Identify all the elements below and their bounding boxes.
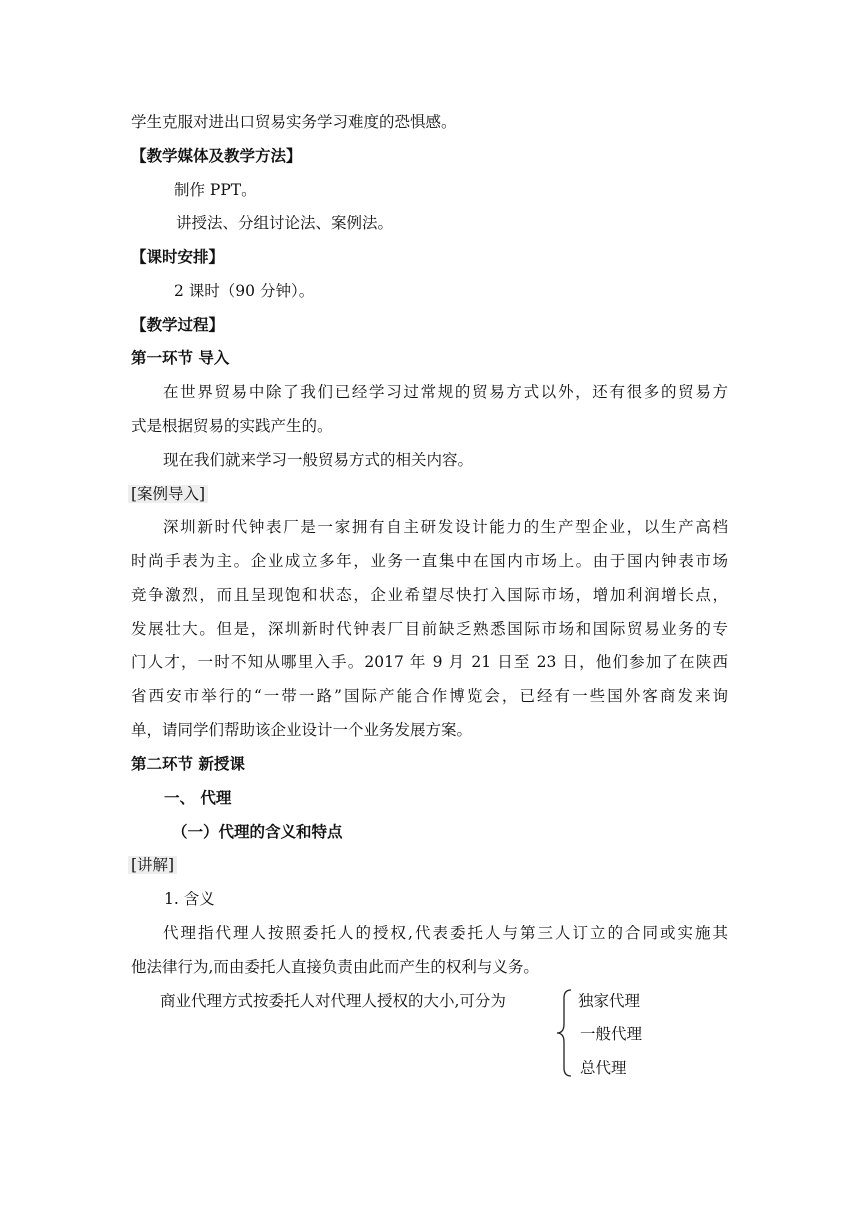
- explain-label: [讲解]: [128, 855, 177, 875]
- classification-text: 商业代理方式按委托人对代理人授权的大小,可分为: [160, 992, 506, 1010]
- case-line: 时尚手表为主。企业成立多年，业务一直集中在国内市场上。由于国内钟表市场: [131, 552, 728, 570]
- process-heading: 【教学过程】: [131, 315, 225, 334]
- agency-type-exclusive: 独家代理: [578, 992, 641, 1010]
- agency-type-general: 一般代理: [580, 1025, 643, 1043]
- intro-line: 学生克服对进出口贸易实务学习难度的恐惧感。: [131, 113, 457, 131]
- media-item-ppt: 制作 PPT。: [174, 181, 257, 199]
- case-label: [案例导入]: [128, 484, 208, 504]
- heading-agency-meaning: （一）代理的含义和特点: [172, 822, 343, 841]
- section1-para1-line2: 式是根据贸易的实践产生的。: [131, 417, 333, 435]
- schedule-text: 2 课时（90 分钟）。: [174, 282, 315, 300]
- definition-line2: 他法律行为,而由委托人直接负责由此而产生的权利与义务。: [131, 958, 539, 976]
- section1-para2: 现在我们就来学习一般贸易方式的相关内容。: [163, 451, 474, 469]
- case-line: 发展壮大。但是，深圳新时代钟表厂目前缺乏熟悉国际市场和国际贸易业务的专: [131, 620, 728, 638]
- case-line: 单，请同学们帮助该企业设计一个业务发展方案。: [131, 721, 473, 739]
- case-line: 深圳新时代钟表厂是一家拥有自主研发设计能力的生产型企业，以生产高档: [163, 518, 728, 536]
- left-brace: [555, 988, 575, 1078]
- definition-line1: 代理指代理人按照委托人的授权,代表委托人与第三人订立的合同或实施其: [163, 924, 728, 942]
- section2-title: 第二环节 新授课: [131, 754, 245, 773]
- case-line: 门人才，一时不知从哪里入手。2017 年 9 月 21 日至 23 日，他们参加了在陕西: [131, 653, 728, 671]
- media-item-methods: 讲授法、分组讨论法、案例法。: [176, 214, 394, 232]
- section1-title: 第一环节 导入: [131, 348, 230, 367]
- heading-one-agency: 一、 代理: [164, 788, 232, 807]
- schedule-heading: 【课时安排】: [131, 247, 225, 266]
- case-line: 省西安市举行的“一带一路”国际产能合作博览会，已经有一些国外客商发来询: [131, 687, 728, 705]
- item1-title: 1. 含义: [164, 890, 215, 908]
- section1-para1-line1: 在世界贸易中除了我们已经学习过常规的贸易方式以外，还有很多的贸易方: [163, 383, 728, 401]
- agency-type-overall: 总代理: [580, 1059, 627, 1077]
- case-line: 竞争激烈，而且呈现饱和状态，企业希望尽快打入国际市场，增加利润增长点，: [131, 586, 728, 604]
- media-heading: 【教学媒体及教学方法】: [131, 146, 302, 165]
